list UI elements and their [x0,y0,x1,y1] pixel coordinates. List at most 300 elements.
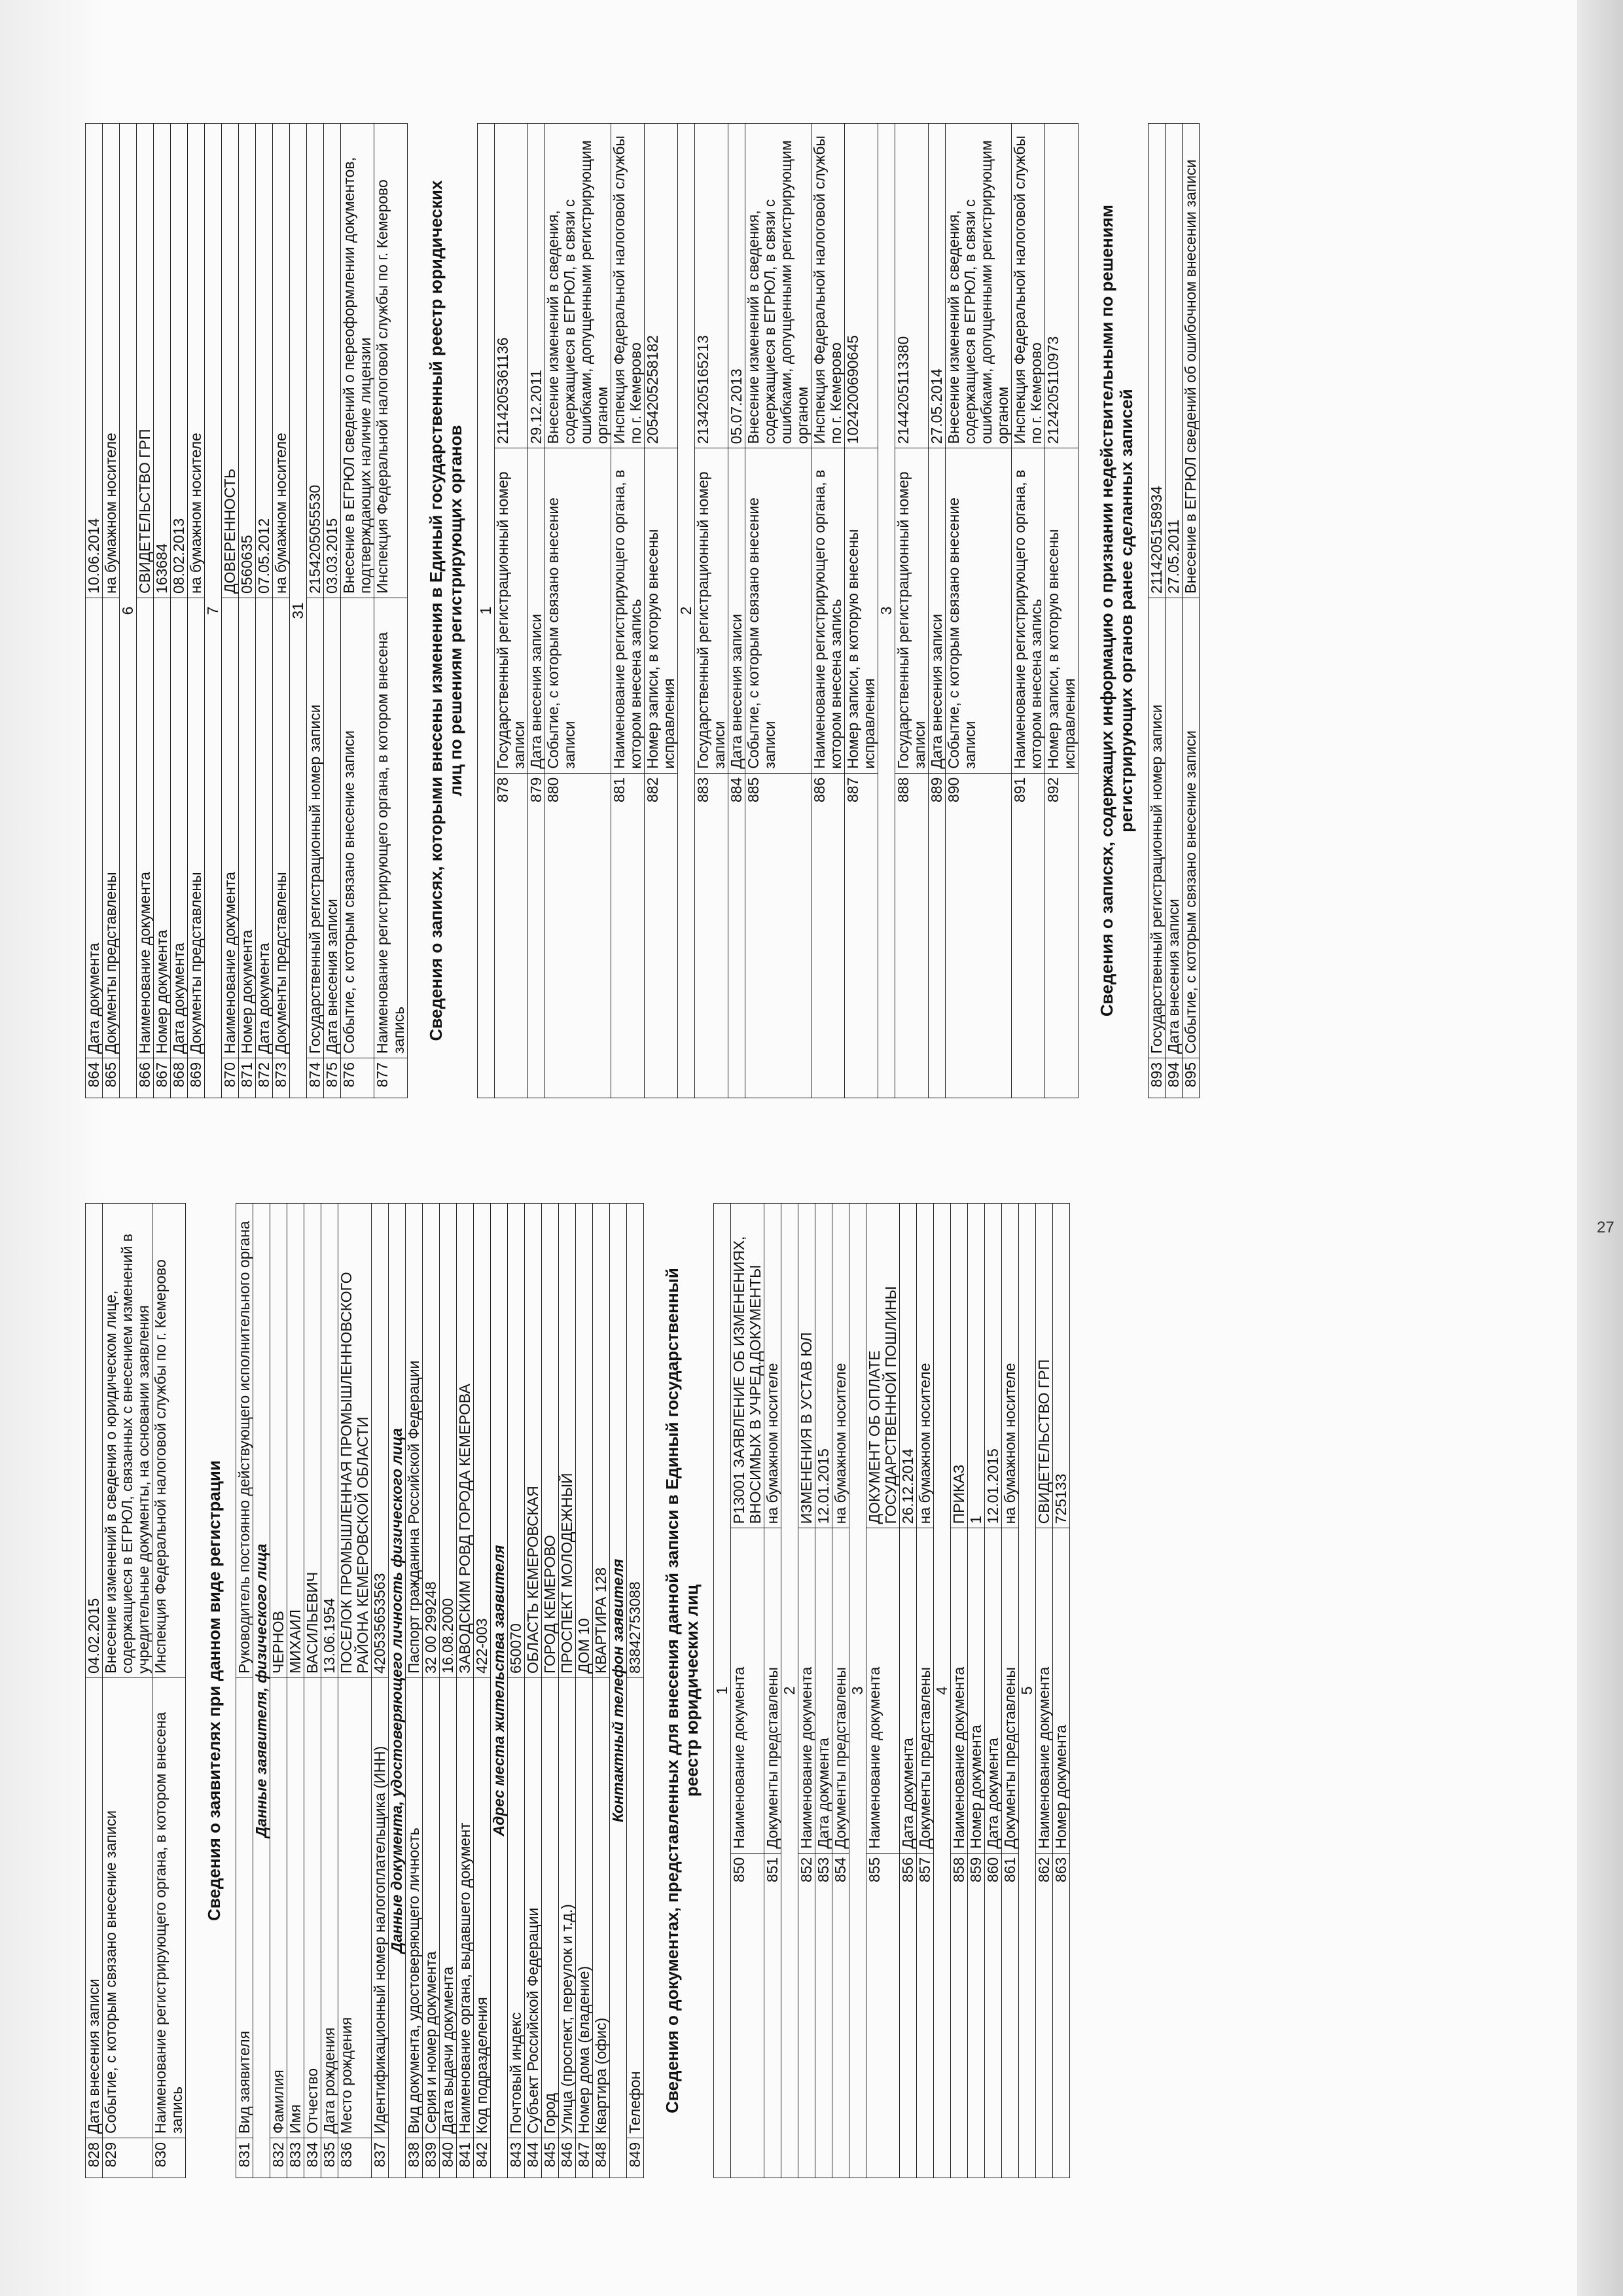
field-label: Дата внесения записи [1166,598,1183,1058]
section-heading: Сведения о документах, представленных для внесения данной записи в Единый государственный реестр юридических лиц [662,1268,702,2113]
row-number: 877 [374,1058,408,1098]
subsection-title: Данные документа, удостоверяющего личность физического лица [389,1204,406,2178]
field-label: Наименование документа [866,1528,900,1853]
field-value: 2134205165213 [695,124,728,448]
table-row [1166,124,1183,1098]
row-number: 863 [1053,1853,1070,2178]
subsection-row [389,1204,406,2178]
row-number: 881 [611,773,645,1098]
row-number: 840 [440,2138,457,2178]
registry-table [1148,123,1200,1098]
row-number: 895 [1183,1058,1200,1098]
subsection-title: Контактный телефон заявителя [610,1204,627,2178]
field-value: 2124205110973 [1045,124,1079,448]
field-label: Наименование регистрирующего органа, в котором внесена запись [812,448,845,773]
field-value: Паспорт гражданина Российской Федерации [406,1204,423,1678]
table-row [307,124,324,1098]
table-row [1002,1204,1019,2178]
row-number: 830 [152,2138,186,2178]
row-number: 852 [798,1853,815,2178]
table-row [341,124,374,1098]
section-heading: Сведения о записях, которыми внесены изменения в Единый государственный реестр юридических лиц по решениям регистрирующих органов [426,180,465,1041]
record-index: 1 [478,124,495,1098]
field-value: ПРИКАЗ [951,1204,968,1528]
field-label: Дата внесения записи [528,448,545,773]
row-number: 845 [542,2138,559,2178]
field-value: 83842753088 [627,1204,644,1678]
field-label: Наименование регистрирующего органа, в котором внесена запись [374,598,408,1058]
field-value: 0560635 [239,124,256,598]
row-number: 861 [1002,1853,1019,2178]
row-number: 841 [457,2138,474,2178]
row-number: 890 [946,773,1012,1098]
table-row [611,124,645,1098]
table-row [764,1204,781,2178]
table-row [832,1204,849,2178]
field-value: 2054205258182 [645,124,678,448]
field-value: 163684 [154,124,171,598]
record-index: 2 [678,124,695,1098]
table-row [946,124,1012,1098]
subsection-title: Адрес места жительства заявителя [491,1204,508,2178]
record-index: 3 [878,124,895,1098]
field-label: Номер записи, в которую внесены исправления [645,448,678,773]
row-number: 878 [495,773,528,1098]
table-row [1036,1204,1053,2178]
field-value: 05.07.2013 [728,124,745,448]
record-index-row [849,1204,866,2178]
field-value: 420535653563 [372,1204,389,1678]
record-index: 3 [849,1204,866,2178]
field-label: Номер записи, в которую внесены исправления [1045,448,1079,773]
left-page [85,1203,1070,2178]
table-row [951,1204,968,2178]
field-label: Дата документа [171,598,188,1058]
row-number: 876 [341,1058,374,1098]
field-label: Дата документа [985,1528,1002,1853]
field-label: Вид заявителя [236,1678,253,2138]
field-value: 725133 [1053,1204,1070,1528]
row-number: 891 [1012,773,1045,1098]
table-row [798,1204,815,2178]
field-label: Дата внесения записи [86,1678,103,2138]
table-row [321,1204,338,2178]
subsection-row [253,1204,270,2178]
field-value: 1 [968,1204,985,1528]
field-value: Инспекция Федеральной налоговой службы по г. Кемерово [1012,124,1045,448]
section-heading: Сведения о записях, содержащих информацию о признании недействительными по решениям регистрирующих органов ранее сделанных записей [1097,204,1136,1017]
record-index-row [714,1204,731,2178]
field-value: ЗАВОДСКИМ РОВД ГОРОДА КЕМЕРОВА [457,1204,474,1678]
row-number: 888 [895,773,929,1098]
field-value: 16.08.2000 [440,1204,457,1678]
row-number: 885 [745,773,812,1098]
table-row [103,124,120,1098]
field-label: Номер документа [239,598,256,1058]
field-label: Документы представлены [103,598,120,1058]
row-number: 832 [270,2138,287,2178]
row-number: 873 [273,1058,290,1098]
field-value: 08.02.2013 [171,124,188,598]
table-row [137,124,154,1098]
row-number: 856 [900,1853,917,2178]
field-value: 1024200690645 [845,124,878,448]
field-label: Номер документа [154,598,171,1058]
field-label: Дата внесения записи [324,598,341,1058]
field-label: Наименование документа [951,1528,968,1853]
field-label: Государственный регистрационный номер записи [695,448,728,773]
table-row [985,1204,1002,2178]
field-label: Дата внесения записи [929,448,946,773]
field-label: Отчество [304,1678,321,2138]
row-number: 892 [1045,773,1079,1098]
row-number: 851 [764,1853,781,2178]
field-label: Дата документа [86,598,103,1058]
row-number: 846 [559,2138,576,2178]
table-row [815,1204,832,2178]
row-number: 865 [103,1058,120,1098]
field-label: Документы представлены [273,598,290,1058]
field-value: 2144205113380 [895,124,929,448]
right-page [85,123,1200,1098]
table-row [406,1204,423,2178]
table-row [917,1204,934,2178]
field-label: Событие, с которым связано внесение записи [745,448,812,773]
row-number: 828 [86,2138,103,2178]
field-label: Документы представлены [917,1528,934,1853]
row-number: 844 [525,2138,542,2178]
row-number: 859 [968,1853,985,2178]
row-number: 882 [645,773,678,1098]
row-number: 849 [627,2138,644,2178]
row-number: 855 [866,1853,900,2178]
table-row [239,124,256,1098]
field-label: Государственный регистрационный номер записи [495,448,528,773]
field-label: Наименование документа [1036,1528,1053,1853]
field-label: Наименование регистрирующего органа, в котором внесена запись [1012,448,1045,773]
field-label: Событие, с которым связано внесение записи [103,1678,152,2138]
field-value: 29.12.2011 [528,124,545,448]
table-row [542,1204,559,2178]
field-label: Документы представлены [832,1528,849,1853]
field-label: Серия и номер документа [423,1678,440,2138]
field-value: 2114205158934 [1149,124,1166,598]
field-value: 12.01.2015 [985,1204,1002,1528]
field-value: 2114205361136 [495,124,528,448]
record-index: 4 [934,1204,951,2178]
field-value: Внесение изменений в сведения, содержащиеся в ЕГРЮЛ, в связи с ошибками, допущенными регистрирующим органом [745,124,812,448]
table-row [812,124,845,1098]
field-label: Субъект Российской Федерации [525,1678,542,2138]
field-value: СВИДЕТЕЛЬСТВО ГРП [1036,1204,1053,1528]
row-number: 842 [474,2138,491,2178]
row-number: 843 [508,2138,525,2178]
row-number: 860 [985,1853,1002,2178]
record-index: 31 [290,124,307,1098]
field-label: Дата документа [815,1528,832,1853]
field-value: на бумажном носителе [832,1204,849,1528]
table-row [154,124,171,1098]
field-label: Государственный регистрационный номер записи [895,448,929,773]
field-label: Код подразделения [474,1678,491,2138]
row-number: 871 [239,1058,256,1098]
record-index: 2 [781,1204,798,2178]
record-index-row [290,124,307,1098]
table-row [728,124,745,1098]
field-label: Квартира (офис) [593,1678,610,2138]
table-row [338,1204,372,2178]
row-number: 850 [731,1853,764,2178]
table-row [1045,124,1079,1098]
field-value: на бумажном носителе [188,124,205,598]
row-number: 857 [917,1853,934,2178]
field-value: на бумажном носителе [1002,1204,1019,1528]
field-label: Имя [287,1678,304,2138]
table-row [440,1204,457,2178]
table-row [152,1204,186,2178]
field-value: 32 00 299248 [423,1204,440,1678]
table-row [236,1204,253,2178]
row-number: 893 [1149,1058,1166,1098]
subsection-row [610,1204,627,2178]
field-label: Документы представлены [1002,1528,1019,1853]
field-label: Дата документа [256,598,273,1058]
field-value: ГОРОД КЕМЕРОВО [542,1204,559,1678]
field-label: Место рождения [338,1678,372,2138]
table-row [508,1204,525,2178]
field-value: Внесение изменений в сведения, содержащиеся в ЕГРЮЛ, в связи с ошибками, допущенными регистрирующим органом [545,124,611,448]
field-value: 650070 [508,1204,525,1678]
table-row [324,124,341,1098]
record-index: 1 [714,1204,731,2178]
field-value: ПРОСПЕКТ МОЛОДЕЖНЫЙ [559,1204,576,1678]
field-value: Внесение в ЕГРЮЛ сведений об ошибочном внесении записи [1183,124,1200,598]
registry-table [85,123,408,1098]
row-number: 868 [171,1058,188,1098]
table-row [86,124,103,1098]
field-label: Почтовый индекс [508,1678,525,2138]
table-row [188,124,205,1098]
field-label: Город [542,1678,559,2138]
row-number: 847 [576,2138,593,2178]
table-row [525,1204,542,2178]
table-row [374,124,408,1098]
field-value: ЧЕРНОВ [270,1204,287,1678]
table-row [968,1204,985,2178]
field-label: Дата выдачи документа [440,1678,457,2138]
field-label: Наименование документа [731,1528,764,1853]
row-number: 854 [832,1853,849,2178]
table-row [1012,124,1045,1098]
field-value: ДОМ 10 [576,1204,593,1678]
table-row [593,1204,610,2178]
field-value: 13.06.1954 [321,1204,338,1678]
field-value: на бумажном носителе [764,1204,781,1528]
row-number: 884 [728,773,745,1098]
registry-table [236,1203,644,2178]
subsection-row [491,1204,508,2178]
record-index: 5 [1019,1204,1036,2178]
field-label: Телефон [627,1678,644,2138]
field-label: Фамилия [270,1678,287,2138]
field-value: ВАСИЛЬЕВИЧ [304,1204,321,1678]
table-row [372,1204,389,2178]
row-number: 894 [1166,1058,1183,1098]
table-row [304,1204,321,2178]
page-number: 27 [1597,1219,1614,1236]
field-value: ДОКУМЕНТ ОБ ОПЛАТЕ ГОСУДАРСТВЕННОЙ ПОШЛИНЫ [866,1204,900,1528]
field-value: 07.05.2012 [256,124,273,598]
record-index-row [878,124,895,1098]
field-value: Руководитель постоянно действующего исполнительного органа [236,1204,253,1678]
field-label: Наименование документа [798,1528,815,1853]
registry-table [713,1203,1070,2178]
row-number: 864 [86,1058,103,1098]
field-label: Событие, с которым связано внесение записи [946,448,1012,773]
table-row [1183,124,1200,1098]
field-value: 10.06.2014 [86,124,103,598]
field-value: Инспекция Федеральной налоговой службы по г. Кемерово [374,124,408,598]
row-number: 837 [372,2138,389,2178]
field-value: на бумажном носителе [103,124,120,598]
table-row [745,124,812,1098]
table-row [256,124,273,1098]
table-row [287,1204,304,2178]
table-row [103,1204,152,2178]
row-number: 862 [1036,1853,1053,2178]
field-value: 03.03.2015 [324,124,341,598]
row-number: 858 [951,1853,968,2178]
section-heading: Сведения о заявителях при данном виде регистрации [204,1460,224,1921]
table-row [1053,1204,1070,2178]
table-row [171,124,188,1098]
row-number: 872 [256,1058,273,1098]
record-index-row [934,1204,951,2178]
table-row [1149,124,1166,1098]
field-value: ДОВЕРЕННОСТЬ [222,124,239,598]
field-label: Событие, с которым связано внесение записи [341,598,374,1058]
record-index-row [1019,1204,1036,2178]
table-row [423,1204,440,2178]
field-label: Наименование регистрирующего органа, в котором внесена запись [152,1678,186,2138]
field-value: Внесение изменений в сведения, содержащиеся в ЕГРЮЛ, в связи с ошибками, допущенными регистрирующим органом [946,124,1012,448]
field-label: Государственный регистрационный номер записи [307,598,324,1058]
field-value: ПОСЕЛОК ПРОМЫШЛЕННАЯ ПРОМЫШЛЕННОВСКОГО РАЙОНА КЕМЕРОВСКОЙ ОБЛАСТИ [338,1204,372,1678]
table-row [895,124,929,1098]
row-number: 836 [338,2138,372,2178]
field-value: 12.01.2015 [815,1204,832,1528]
row-number: 831 [236,2138,253,2178]
field-label: Номер дома (владение) [576,1678,593,2138]
registry-table [85,1203,186,2178]
record-index-row [678,124,695,1098]
record-index-row [478,124,495,1098]
table-row [731,1204,764,2178]
field-value: 2154205055530 [307,124,324,598]
table-row [545,124,611,1098]
table-row [929,124,946,1098]
row-number: 883 [695,773,728,1098]
row-number: 886 [812,773,845,1098]
row-number: 887 [845,773,878,1098]
table-row [273,124,290,1098]
row-number: 853 [815,1853,832,2178]
field-value: 422-003 [474,1204,491,1678]
table-row [866,1204,900,2178]
table-row [627,1204,644,2178]
table-row [270,1204,287,2178]
field-label: Наименование документа [137,598,154,1058]
field-label: Наименование документа [222,598,239,1058]
field-value: на бумажном носителе [273,124,290,598]
row-number: 833 [287,2138,304,2178]
field-label: Вид документа, удостоверяющего личность [406,1678,423,2138]
row-number: 829 [103,2138,152,2178]
table-row [845,124,878,1098]
field-label: Номер документа [968,1528,985,1853]
table-row [222,124,239,1098]
field-label: Дата рождения [321,1678,338,2138]
table-row [559,1204,576,2178]
field-label: Дата документа [900,1528,917,1853]
row-number: 834 [304,2138,321,2178]
row-number: 835 [321,2138,338,2178]
row-number: 875 [324,1058,341,1098]
field-value: на бумажном носителе [917,1204,934,1528]
row-number: 848 [593,2138,610,2178]
field-value: СВИДЕТЕЛЬСТВО ГРП [137,124,154,598]
row-number: 870 [222,1058,239,1098]
field-value: 27.05.2014 [929,124,946,448]
field-label: Идентификационный номер налогоплательщика (ИНН) [372,1678,389,2138]
field-value: ОБЛАСТЬ КЕМЕРОВСКАЯ [525,1204,542,1678]
field-label: Событие, с которым связано внесение записи [1183,598,1200,1058]
field-value: 27.05.2011 [1166,124,1183,598]
table-row [528,124,545,1098]
field-label: Наименование органа, выдавшего документ [457,1678,474,2138]
field-value: МИХАИЛ [287,1204,304,1678]
table-row [645,124,678,1098]
field-value: Внесение в ЕГРЮЛ сведений о переоформлении документов, подтверждающих наличие лицензии [341,124,374,598]
row-number: 866 [137,1058,154,1098]
row-number: 838 [406,2138,423,2178]
record-index-row [120,124,137,1098]
field-label: Номер документа [1053,1528,1070,1853]
field-label: Наименование регистрирующего органа, в котором внесена запись [611,448,645,773]
record-index: 7 [205,124,222,1098]
field-label: Государственный регистрационный номер записи [1149,598,1166,1058]
field-label: Документы представлены [764,1528,781,1853]
field-value: КВАРТИРА 128 [593,1204,610,1678]
table-row [86,1204,103,2178]
field-label: Событие, с которым связано внесение записи [545,448,611,773]
row-number: 880 [545,773,611,1098]
field-value: ИЗМЕНЕНИЯ В УСТАВ ЮЛ [798,1204,815,1528]
row-number: 879 [528,773,545,1098]
record-index: 6 [120,124,137,1098]
row-number: 839 [423,2138,440,2178]
row-number: 867 [154,1058,171,1098]
row-number: 874 [307,1058,324,1098]
registry-table [477,123,1079,1098]
row-number: 889 [929,773,946,1098]
field-label: Улица (проспект, переулок и т.д.) [559,1678,576,2138]
table-row [495,124,528,1098]
field-value: Инспекция Федеральной налоговой службы по г. Кемерово [611,124,645,448]
row-number: 869 [188,1058,205,1098]
field-label: Дата внесения записи [728,448,745,773]
field-value: Внесение изменений в сведения о юридическом лице, содержащиеся в ЕГРЮЛ, связанных с внесением изменений в учредительные документы, на основании заявления [103,1204,152,1678]
